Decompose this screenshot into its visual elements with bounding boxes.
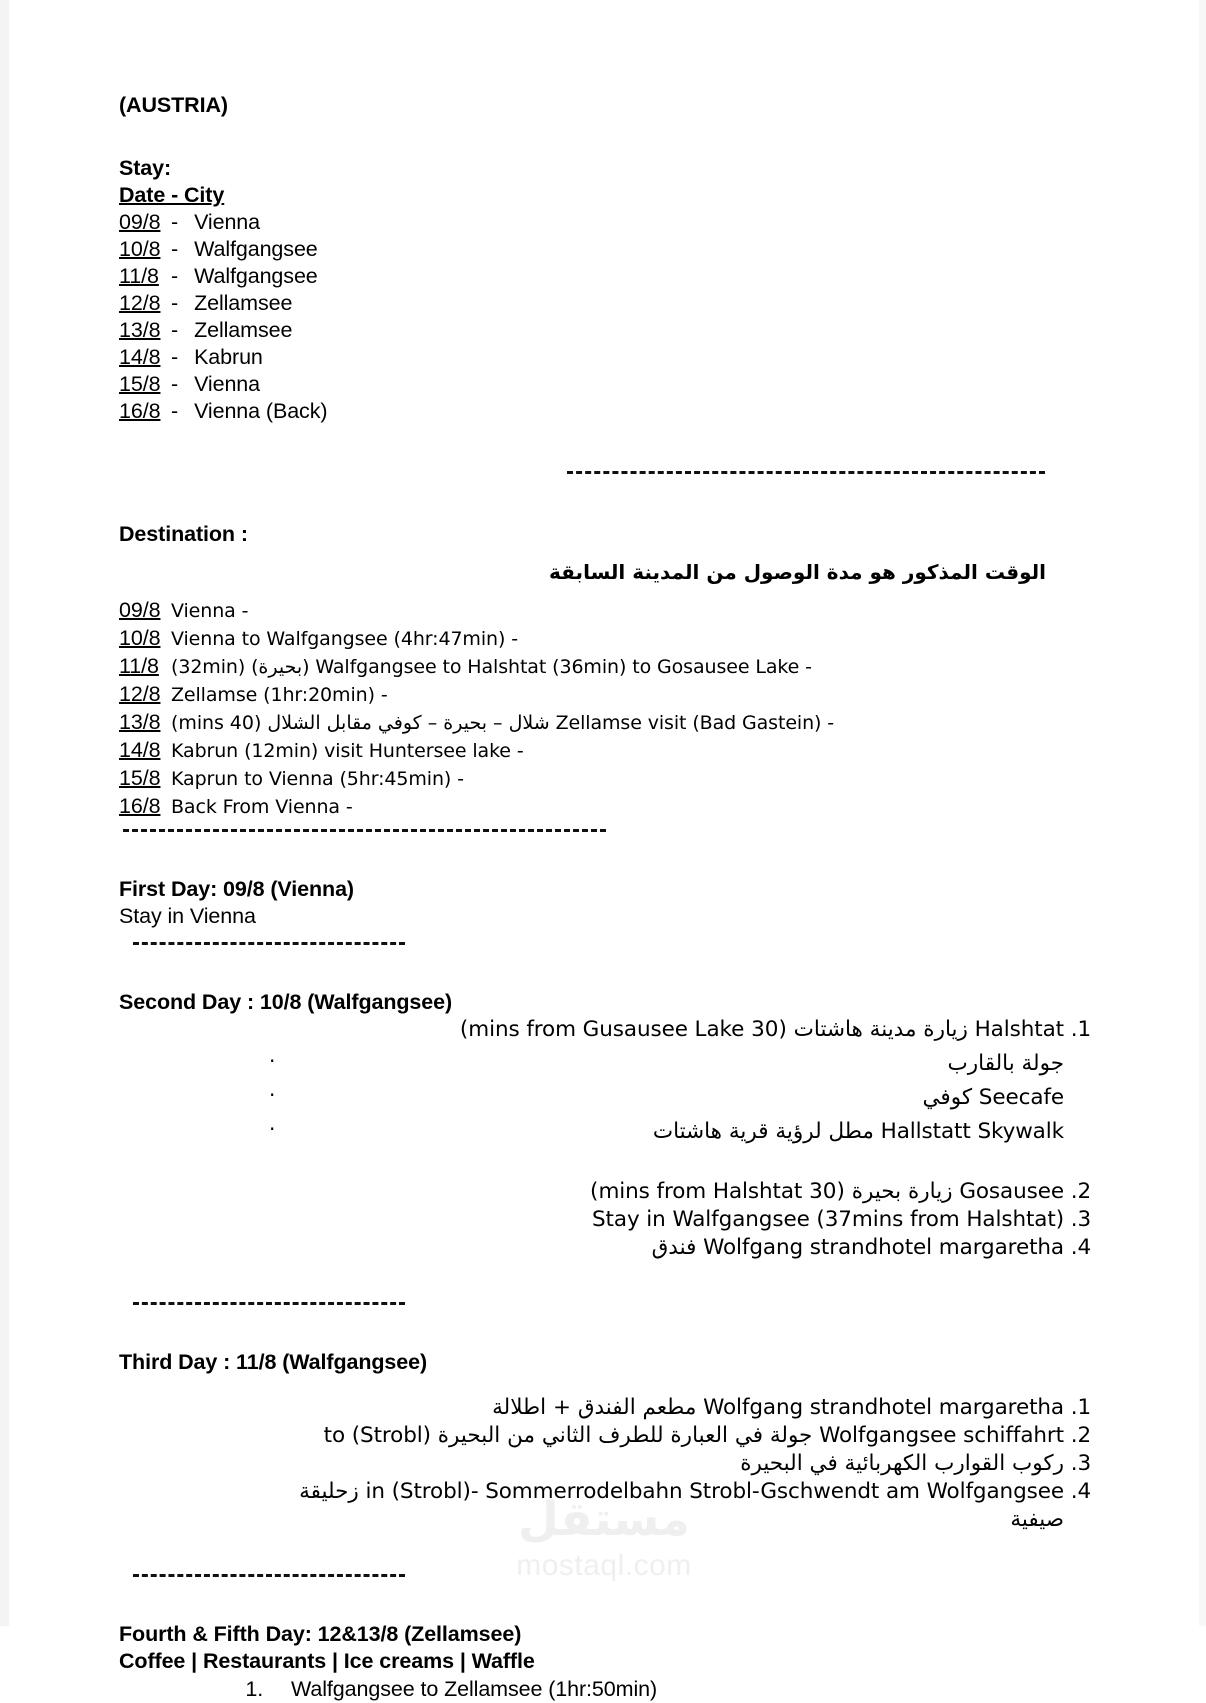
stay-dash: -	[171, 264, 179, 288]
destination-row	[119, 793, 1064, 821]
stay-city: Walfgangsee	[194, 264, 318, 288]
destination-date: 09/8	[119, 598, 161, 622]
destination-heading: Destination :	[119, 522, 248, 546]
stay-row	[119, 398, 1064, 425]
stay-dash: -	[171, 345, 179, 369]
day-item-list-continued	[119, 1178, 1064, 1262]
list-item: 4. Wolfgang strandhotel margaretha فندق	[269, 1234, 1064, 1262]
stay-heading: Stay:	[119, 156, 172, 180]
destination-text: - Zellamse visit (Bad Gastein) شلال – بحيرة – كوفي مقابل الشلال (40 mins)	[171, 712, 835, 734]
day-section-third	[119, 1349, 1064, 1534]
section-divider	[567, 471, 1045, 474]
stay-row	[119, 263, 1064, 290]
destination-date: 16/8	[119, 794, 161, 818]
stay-city: Zellamsee	[194, 291, 293, 315]
stay-dash: -	[171, 399, 179, 423]
destination-date: 11/8	[119, 654, 159, 678]
section-divider	[133, 942, 405, 945]
section-divider	[133, 1574, 405, 1577]
spacer	[119, 1152, 1064, 1178]
spacer	[119, 1376, 1064, 1394]
stay-city: Vienna	[194, 372, 261, 396]
day-item-list	[119, 1675, 1064, 1703]
day-bullet-list	[119, 1050, 1064, 1146]
day-heading: Fourth & Fifth Day: 12&13/8 (Zellamsee)	[119, 1622, 522, 1646]
destination-text: - Vienna to Walfgangsee (4hr:47min)	[171, 628, 518, 650]
stay-date: 15/8	[119, 372, 161, 396]
stay-column-header	[119, 182, 1064, 209]
stay-dash: -	[171, 237, 179, 261]
day-section-first	[119, 876, 1064, 930]
stay-row	[119, 317, 1064, 344]
destination-text: - Zellamse (1hr:20min)	[171, 684, 388, 706]
stay-row	[119, 344, 1064, 371]
list-item: · Seecafe كوفي	[269, 1084, 1064, 1112]
day-heading: Third Day : 11/8 (Walfgangsee)	[119, 1350, 428, 1374]
stay-dash: -	[171, 210, 179, 234]
destination-date: 15/8	[119, 766, 161, 790]
destination-text: - Kaprun to Vienna (5hr:45min)	[171, 768, 464, 790]
destination-row	[119, 737, 1064, 765]
destination-row	[119, 709, 1064, 737]
stay-date: 12/8	[119, 291, 161, 315]
list-item: 1. Wolfgang strandhotel margaretha مطعم الفندق + اطلالة	[269, 1394, 1064, 1422]
section-divider	[123, 829, 606, 832]
watermark-arabic-logo: مستقل	[518, 1492, 690, 1547]
destination-note-arabic: الوقت المذكور هو مدة الوصول من المدينة السابقة	[549, 560, 1046, 584]
list-item: · جولة بالقارب	[269, 1050, 1064, 1078]
destination-row	[119, 653, 1064, 681]
stay-city: Vienna (Back)	[194, 399, 328, 423]
stay-date: 16/8	[119, 399, 161, 423]
stay-column-header-text: Date - City	[119, 183, 225, 207]
stay-city: Kabrun	[194, 345, 263, 369]
stay-row	[119, 209, 1064, 236]
stay-date: 11/8	[119, 264, 159, 288]
stay-row	[119, 371, 1064, 398]
page-title: (AUSTRIA)	[119, 93, 228, 117]
day-item-list	[119, 1016, 1064, 1044]
destination-row	[119, 597, 1064, 625]
destination-row	[119, 765, 1064, 793]
stay-dash: -	[171, 318, 179, 342]
destination-list	[119, 597, 1064, 821]
watermark-url: mostaql.com	[516, 1549, 692, 1582]
destination-text: - Back From Vienna	[171, 796, 353, 818]
destination-date: 10/8	[119, 626, 161, 650]
destination-text: - Walfgangsee to Halshtat (36min) to Gosausee Lake (بحيرة) (32min)	[171, 656, 812, 678]
stay-city: Vienna	[194, 210, 261, 234]
day-heading: Second Day : 10/8 (Walfgangsee)	[119, 990, 453, 1014]
document-body	[119, 92, 1064, 1703]
list-item: 1. Walfgangsee to Zellamsee (1hr:50min)	[269, 1675, 1064, 1703]
section-divider	[133, 1302, 405, 1305]
list-item: 3. Stay in Walfgangsee (37mins from Halshtat)	[269, 1206, 1064, 1234]
destination-row	[119, 625, 1064, 653]
list-item: 2. Gosausee زيارة بحيرة (30 mins from Halshtat)	[269, 1178, 1064, 1206]
day-item-list	[119, 1394, 1064, 1534]
day-heading: First Day: 09/8 (Vienna)	[119, 877, 354, 901]
destination-date: 14/8	[119, 738, 161, 762]
destination-date: 13/8	[119, 710, 161, 734]
stay-dash: -	[171, 291, 179, 315]
list-item: 3. ركوب القوارب الكهربائية في البحيرة	[269, 1450, 1064, 1478]
stay-date: 14/8	[119, 345, 161, 369]
day-section-second	[119, 989, 1064, 1262]
stay-row	[119, 236, 1064, 263]
stay-date: 10/8	[119, 237, 161, 261]
stay-dash: -	[171, 372, 179, 396]
destination-date: 12/8	[119, 682, 161, 706]
list-item: · Hallstatt Skywalk مطل لرؤية قرية هاشتات	[269, 1118, 1064, 1146]
list-item: 2. Wolfgangsee schiffahrt جولة في العبارة للطرف الثاني من البحيرة to (Strobl)	[269, 1422, 1064, 1450]
stay-date: 13/8	[119, 318, 161, 342]
stay-city: Walfgangsee	[194, 237, 318, 261]
day-section-fourth-fifth	[119, 1621, 1064, 1703]
stay-city: Zellamsee	[194, 318, 293, 342]
day-subtitle: Coffee | Restaurants | Ice creams | Waffle	[119, 1649, 535, 1673]
stay-row	[119, 290, 1064, 317]
stay-date: 09/8	[119, 210, 161, 234]
day-subtitle: Stay in Vienna	[119, 904, 256, 928]
destination-text: - Kabrun (12min) visit Huntersee lake	[171, 740, 524, 762]
list-item: 4. in (Strobl)- Sommerrodelbahn Strobl-Gschwendt am Wolfgangsee زحليقة صيفية	[269, 1478, 1064, 1534]
list-item: 1. Halshtat زيارة مدينة هاشتات (30 mins from Gusausee Lake)	[269, 1016, 1064, 1044]
destination-row	[119, 681, 1064, 709]
stay-list	[119, 209, 1064, 425]
destination-text: - Vienna	[171, 600, 249, 622]
